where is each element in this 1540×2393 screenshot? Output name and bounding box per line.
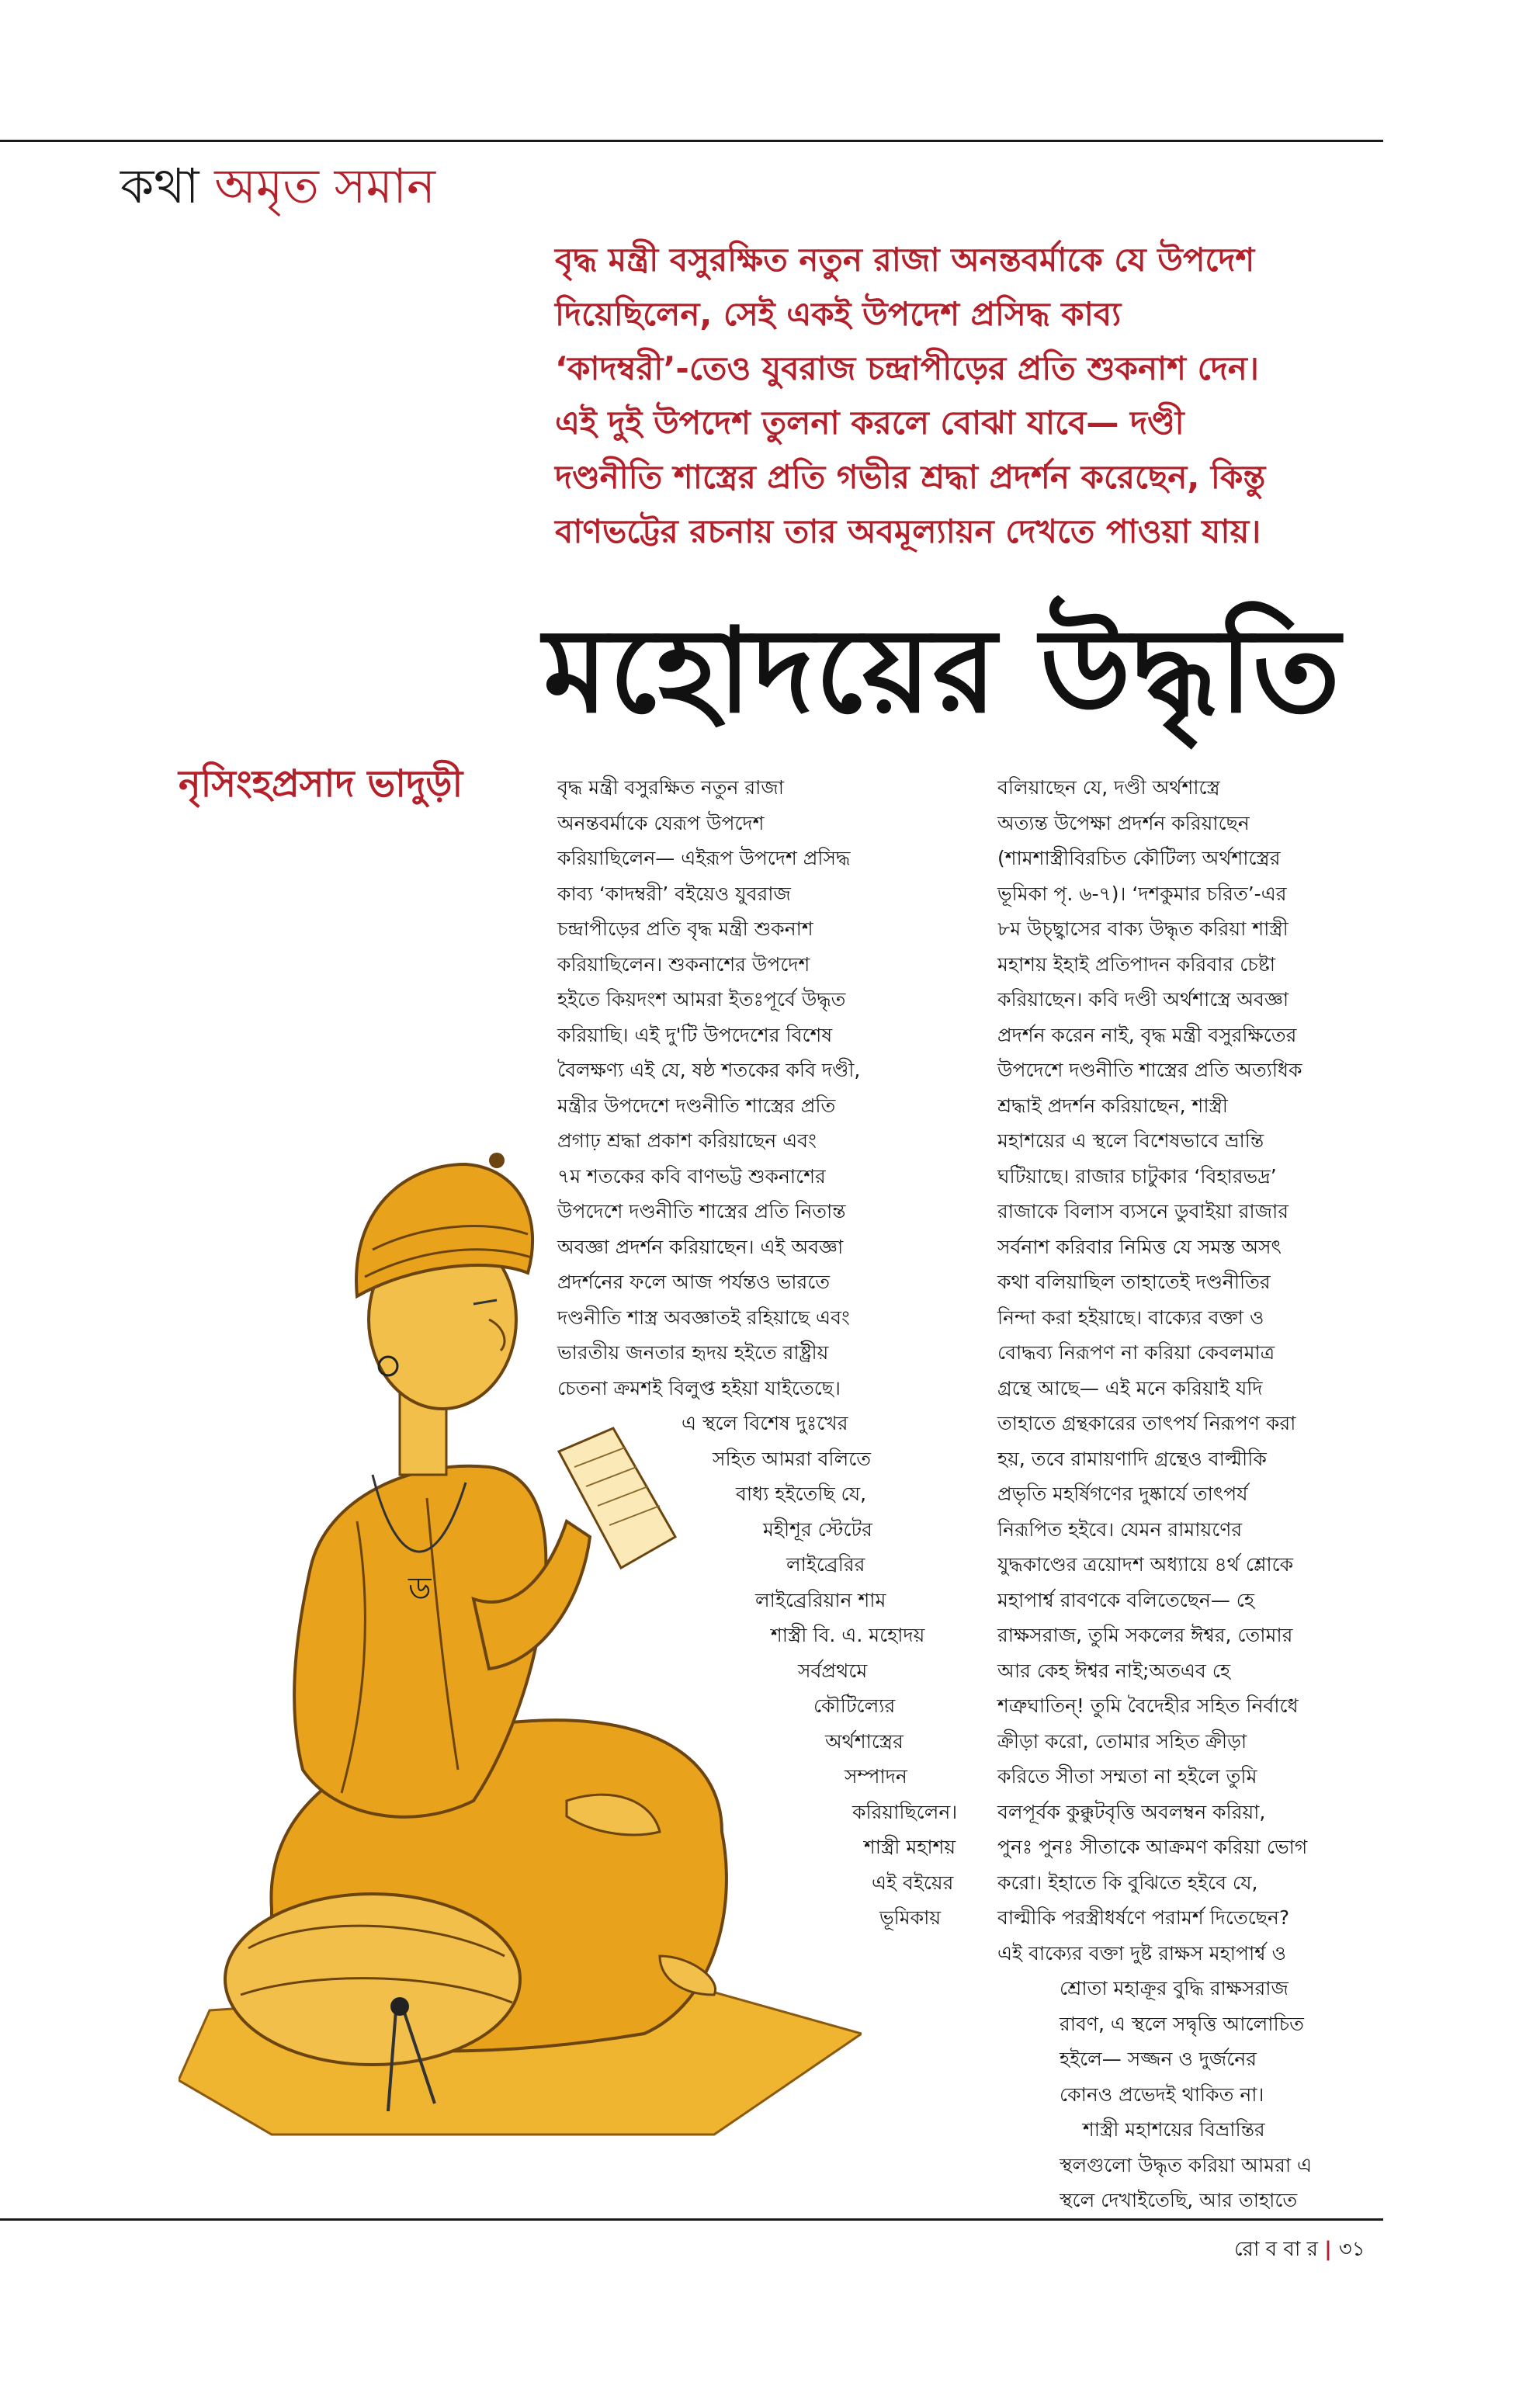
intro-line: বাণভট্টের রচনায় তার অবমূল্যায়ন দেখতে পাওয়া যায়। xyxy=(555,512,1261,550)
body-line: অর্থশাস্ত্রের xyxy=(825,1729,904,1753)
body-line: দণ্ডনীতি শাস্ত্র অবজ্ঞাতই রহিয়াছে এবং xyxy=(557,1306,850,1329)
body-line: বাল্মীকি পরস্ত্রীধর্ষণে পরামর্শ দিতেছেন? xyxy=(997,1906,1290,1929)
body-line: বলপূর্বক কুক্কুটবৃত্তি অবলম্বন করিয়া, xyxy=(997,1800,1266,1823)
body-line: হয়, তবে রামায়ণাদি গ্রন্থেও বাল্মীকি xyxy=(997,1447,1267,1470)
top-rule xyxy=(0,140,1383,142)
body-line: প্রদর্শন করেন নাই, বৃদ্ধ মন্ত্রী বসুরক্ষিতের xyxy=(997,1023,1297,1046)
column-title-part1: কথা xyxy=(120,158,199,214)
body-line: বাধ্য হইতেছি যে, xyxy=(736,1483,867,1505)
body-line: মন্ত্রীর উপদেশে দণ্ডনীতি শাস্ত্রের প্রতি xyxy=(557,1094,836,1117)
body-line: স্থলগুলো উদ্ধৃত করিয়া আমরা এ xyxy=(1060,2153,1313,2176)
intro-line: দিয়েছিলেন, সেই একই উপদেশ প্রসিদ্ধ কাব্য xyxy=(555,295,1122,333)
body-line: ভূমিকায় xyxy=(879,1906,942,1929)
body-column-2 xyxy=(997,770,1401,2218)
body-line: চেতনা ক্রমশই বিলুপ্ত হইয়া যাইতেছে। xyxy=(557,1376,841,1399)
body-line: ভূমিকা পৃ. ৬-৭)। ‘দশকুমার চরিত’-এর xyxy=(997,882,1287,905)
body-line: এই বইয়ের xyxy=(872,1871,954,1894)
body-line: উপদেশে দণ্ডনীতি শাস্ত্রের প্রতি অত্যধিক xyxy=(997,1059,1302,1081)
body-line: করিয়াছি। এই দু'টি উপদেশের বিশেষ xyxy=(557,1023,833,1046)
body-column-1 xyxy=(557,770,992,1936)
body-line: প্রদর্শনের ফলে আজ পর্যন্তও ভারতে xyxy=(557,1271,831,1293)
body-line: রাবণ, এ স্থলে সদ্বৃত্তি আলোচিত xyxy=(1060,2012,1304,2035)
body-line: শ্রদ্ধাই প্রদর্শন করিয়াছেন, শাস্ত্রী xyxy=(997,1094,1228,1117)
body-line: ঘটিয়াছে। রাজার চাটুকার ‘বিহারভদ্র’ xyxy=(997,1164,1277,1188)
intro-standfirst xyxy=(555,233,1386,559)
body-line: চন্দ্রাপীড়ের প্রতি বৃদ্ধ মন্ত্রী শুকনাশ xyxy=(557,917,813,940)
body-line: শত্রুঘাতিন্! তুমি বৈদেহীর সহিত নির্বাধে xyxy=(997,1694,1299,1717)
body-line: সহিত আমরা বলিতে xyxy=(713,1447,871,1470)
body-line: মহাশয়ের এ স্থলে বিশেষভাবে ভ্রান্তি xyxy=(997,1129,1264,1152)
body-line: লাইব্রেরিয়ান শাম xyxy=(755,1588,886,1611)
column-title xyxy=(120,155,435,217)
body-line: নিরূপিত হইবে। যেমন রামায়ণের xyxy=(997,1517,1243,1541)
magazine-name: রো ব বা র xyxy=(1234,2238,1318,2261)
body-line: যুদ্ধকাণ্ডের ত্রয়োদশ অধ্যায়ে ৪র্থ শ্লোকে xyxy=(997,1553,1294,1576)
body-line: শাস্ত্রী মহাশয়ের বিভ্রান্তির xyxy=(1083,2118,1265,2141)
body-line: বৃদ্ধ মন্ত্রী বসুরক্ষিত নতুন রাজা xyxy=(557,776,784,799)
body-line: হইতে কিয়দংশ আমরা ইতঃপূর্বে উদ্ধৃত xyxy=(557,988,846,1011)
body-line: করিয়াছিলেন। শুকনাশের উপদেশ xyxy=(557,952,810,976)
body-line: বৈলক্ষণ্য এই যে, ষষ্ঠ শতকের কবি দণ্ডী, xyxy=(557,1059,861,1081)
body-line: এ স্থলে বিশেষ দুঃখের xyxy=(682,1412,848,1434)
body-line: প্রভৃতি মহর্ষিগণের দুষ্কার্যে তাৎপর্য xyxy=(997,1483,1248,1505)
intro-line: দণ্ডনীতি শাস্ত্রের প্রতি গভীর শ্রদ্ধা প্রদর্শন করেছেন, কিন্তু xyxy=(555,458,1266,496)
body-line: কাব্য ‘কাদম্বরী’ বইয়েও যুবরাজ xyxy=(557,882,791,905)
body-line: ক্রীড়া করো, তোমার সহিত ক্রীড়া xyxy=(997,1729,1247,1753)
body-line: রাজাকে বিলাস ব্যসনে ডুবাইয়া রাজার xyxy=(997,1200,1289,1223)
intro-line: ‘কাদম্বরী’-তেও যুবরাজ চন্দ্রাপীড়ের প্রতি শুকনাশ দেন। xyxy=(555,349,1259,387)
body-line: মহীশূর স্টেটের xyxy=(763,1517,872,1541)
body-line: কোনও প্রভেদই থাকিত না। xyxy=(1060,2083,1264,2106)
body-line: মহাশয় ইহাই প্রতিপাদন করিবার চেষ্টা xyxy=(997,952,1275,976)
page-number: ৩১ xyxy=(1338,2238,1365,2261)
body-line: ৭ম শতকের কবি বাণভট্ট শুকনাশের xyxy=(557,1164,826,1188)
body-line: নিন্দা করা হইয়াছে। বাক্যের বক্তা ও xyxy=(997,1306,1264,1329)
body-line: কথা বলিয়াছিল তাহাতেই দণ্ডনীতির xyxy=(997,1271,1271,1293)
body-line: করো। ইহাতে কি বুঝিতে হইবে যে, xyxy=(997,1871,1258,1894)
body-line: লাইব্রেরির xyxy=(786,1553,865,1576)
intro-line: এই দুই উপদেশ তুলনা করলে বোঝা যাবে— দণ্ডী xyxy=(555,404,1184,442)
body-line: অবজ্ঞা প্রদর্শন করিয়াছেন। এই অবজ্ঞা xyxy=(557,1235,844,1258)
body-line: মহাপার্শ্ব রাবণকে বলিতেছেন— হে xyxy=(997,1588,1255,1611)
body-line: প্রগাঢ় শ্রদ্ধা প্রকাশ করিয়াছেন এবং xyxy=(557,1129,817,1152)
body-line: স্থলে দেখাইতেছি, আর তাহাতে xyxy=(1060,2189,1298,2211)
body-line: উপদেশে দণ্ডনীতি শাস্ত্রের প্রতি নিতান্ত xyxy=(557,1200,846,1223)
page-footer xyxy=(1234,2234,1365,2265)
body-line: ভারতীয় জনতার হৃদয় হইতে রাষ্ট্রীয় xyxy=(557,1341,829,1364)
body-line: করিয়াছিলেন— এইরূপ উপদেশ প্রসিদ্ধ xyxy=(557,847,851,869)
body-line: অত্যন্ত উপেক্ষা প্রদর্শন করিয়াছেন xyxy=(997,811,1250,834)
body-line: শ্রোতা মহাক্রূর বুদ্ধি রাক্ষসরাজ xyxy=(1060,1977,1289,1999)
author-byline: নৃসিংহপ্রসাদ ভাদুড়ী xyxy=(179,762,463,806)
body-line: করিয়াছেন। কবি দণ্ডী অর্থশাস্ত্রে অবজ্ঞা xyxy=(997,988,1289,1011)
body-line: সর্বনাশ করিবার নিমিত্ত যে সমস্ত অসৎ xyxy=(997,1235,1282,1258)
body-line: সম্পাদন xyxy=(845,1765,907,1788)
body-line: কৌটিল্যের xyxy=(813,1694,896,1717)
body-line: পুনঃ পুনঃ সীতাকে আক্রমণ করিয়া ভোগ xyxy=(997,1836,1308,1858)
body-line: করিয়াছিলেন। xyxy=(852,1800,958,1823)
body-line: অনন্তবর্মাকে যেরূপ উপদেশ xyxy=(557,811,765,834)
body-line: হইলে— সজ্জন ও দুর্জনের xyxy=(1060,2048,1257,2070)
body-line: বোদ্ধব্য নিরূপণ না করিয়া কেবলমাত্র xyxy=(997,1341,1275,1364)
article-headline: মহোদয়ের উদ্ধৃতি xyxy=(543,604,1342,739)
body-line: তাহাতে গ্রন্থকারের তাৎপর্য নিরূপণ করা xyxy=(997,1412,1296,1434)
body-line: সর্বপ্রথমে xyxy=(798,1659,868,1682)
body-line: এই বাক্যের বক্তা দুষ্ট রাক্ষস মহাপার্শ্ব ও xyxy=(997,1941,1286,1965)
body-line: ৮ম উচ্ছ্বাসের বাক্য উদ্ধৃত করিয়া শাস্ত্রী xyxy=(997,917,1289,940)
bottom-rule xyxy=(0,2218,1383,2221)
column-title-part2: অমৃত সমান xyxy=(214,158,435,214)
intro-line: বৃদ্ধ মন্ত্রী বসুরক্ষিত নতুন রাজা অনন্তবর্মাকে যে উপদেশ xyxy=(555,241,1255,279)
body-line: শাস্ত্রী মহাশয় xyxy=(864,1836,956,1858)
body-line: গ্রন্থে আছে— এই মনে করিয়াই যদি xyxy=(997,1376,1263,1399)
body-line: রাক্ষসরাজ, তুমি সকলের ঈশ্বর, তোমার xyxy=(997,1624,1293,1646)
body-line: আর কেহ ঈশ্বর নাই;অতএব হে xyxy=(997,1659,1231,1682)
body-line: করিতে সীতা সম্মতা না হইলে তুমি xyxy=(997,1765,1257,1788)
footer-separator: | xyxy=(1324,2238,1339,2261)
body-line: বলিয়াছেন যে, দণ্ডী অর্থশাস্ত্রে xyxy=(997,776,1220,799)
body-line: শাস্ত্রী বি. এ. মহোদয় xyxy=(771,1624,925,1646)
body-line: (শামশাস্ত্রীবিরচিত কৌটিল্য অর্থশাস্ত্রের xyxy=(997,847,1281,869)
svg-text:ড: ড xyxy=(408,1571,432,1607)
